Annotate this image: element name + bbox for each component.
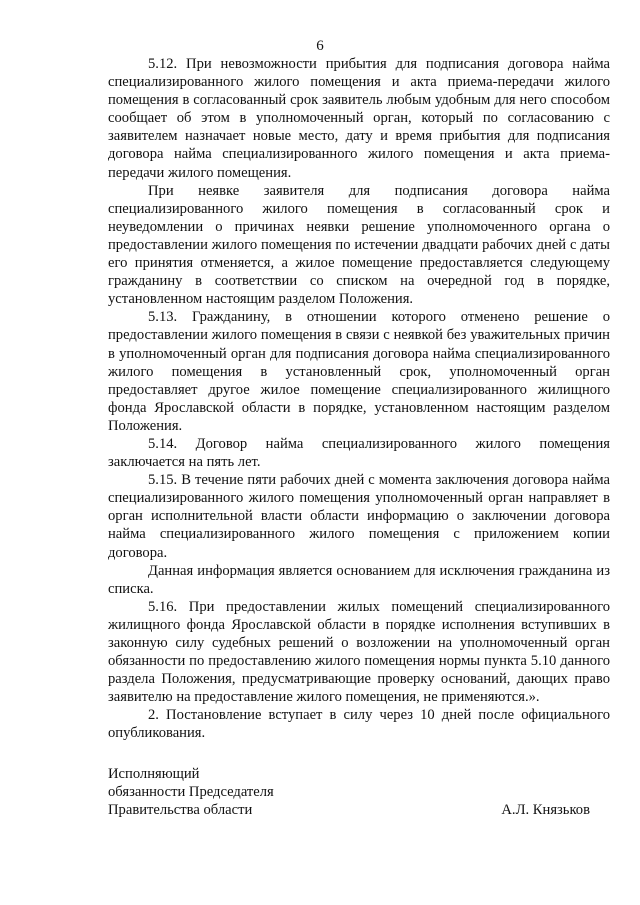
paragraph-no-show: При неявке заявителя для подписания договора найма специализированного жилого помещения в согласованный срок и неуведомлении о причинах неявки решение уполномоченного органа о предоставлении жилого помещения по истечении двадцати рабочих дней с даты его принятия отменяется, а жилое помещение предоставляется следующему гражданину в соответствии со списком на очередной год в порядке, установленном настоящим разделом Положения. — [108, 182, 610, 308]
signatory-title-line-3: Правительства области — [108, 802, 253, 818]
signatory-title-line-1: Исполняющий — [108, 766, 200, 782]
signatory-name: А.Л. Князьков — [501, 802, 590, 818]
paragraph-5-15: 5.15. В течение пяти рабочих дней с момента заключения договора найма специализированного жилого помещения уполномоченный орган направляет в орган исполнительной власти области информацию о заключении договора найма специализированного жилого помещения с приложением копии договора. — [108, 472, 610, 561]
document-body — [108, 55, 610, 743]
page-number: 6 — [316, 38, 324, 54]
paragraph-5-13: 5.13. Гражданину, в отношении которого отменено решение о предоставлении жилого помещения в связи с неявкой без уважительных причин в уполномоченный орган для подписания договора найма специализированного жилого помещения в установленный срок, уполномоченный орган предоставляет другое жилое помещение специализированного жилищного фонда Ярославской области в порядке, установленном настоящим разделом Положения. — [108, 309, 610, 434]
paragraph-exclusion: Данная информация является основанием для исключения гражданина из списка. — [108, 562, 610, 597]
paragraph-5-12: 5.12. При невозможности прибытия для подписания договора найма специализированного жилого помещения и акта приема-передачи жилого помещения в согласованный срок заявитель любым удобным для него способом сообщает об этом в уполномоченный орган, который по согласованию с заявителем назначает новые место, дату и время прибытия для подписания договора найма специализированного жилого помещения и акта приема-передачи жилого помещения. — [108, 56, 610, 181]
paragraph-5-14: 5.14. Договор найма специализированного жилого помещения заключается на пять лет. — [108, 435, 610, 471]
paragraph-5-16: 5.16. При предоставлении жилых помещений специализированного жилищного фонда Ярославской области в порядке исполнения вступивших в законную силу судебных решений о возложении на уполномоченный орган обязанности по предоставлению жилого помещения нормы пункта 5.10 данного раздела Положения, предусматривающие проверку оснований, дающих право заявителю на предоставление жилого помещения, не применяются.». — [108, 598, 610, 706]
paragraph-effective-date: 2. Постановление вступает в силу через 10 дней после официального опубликования. — [108, 707, 610, 742]
signatory-title-line-2: обязанности Председателя — [108, 784, 274, 800]
signature-block — [108, 765, 610, 819]
